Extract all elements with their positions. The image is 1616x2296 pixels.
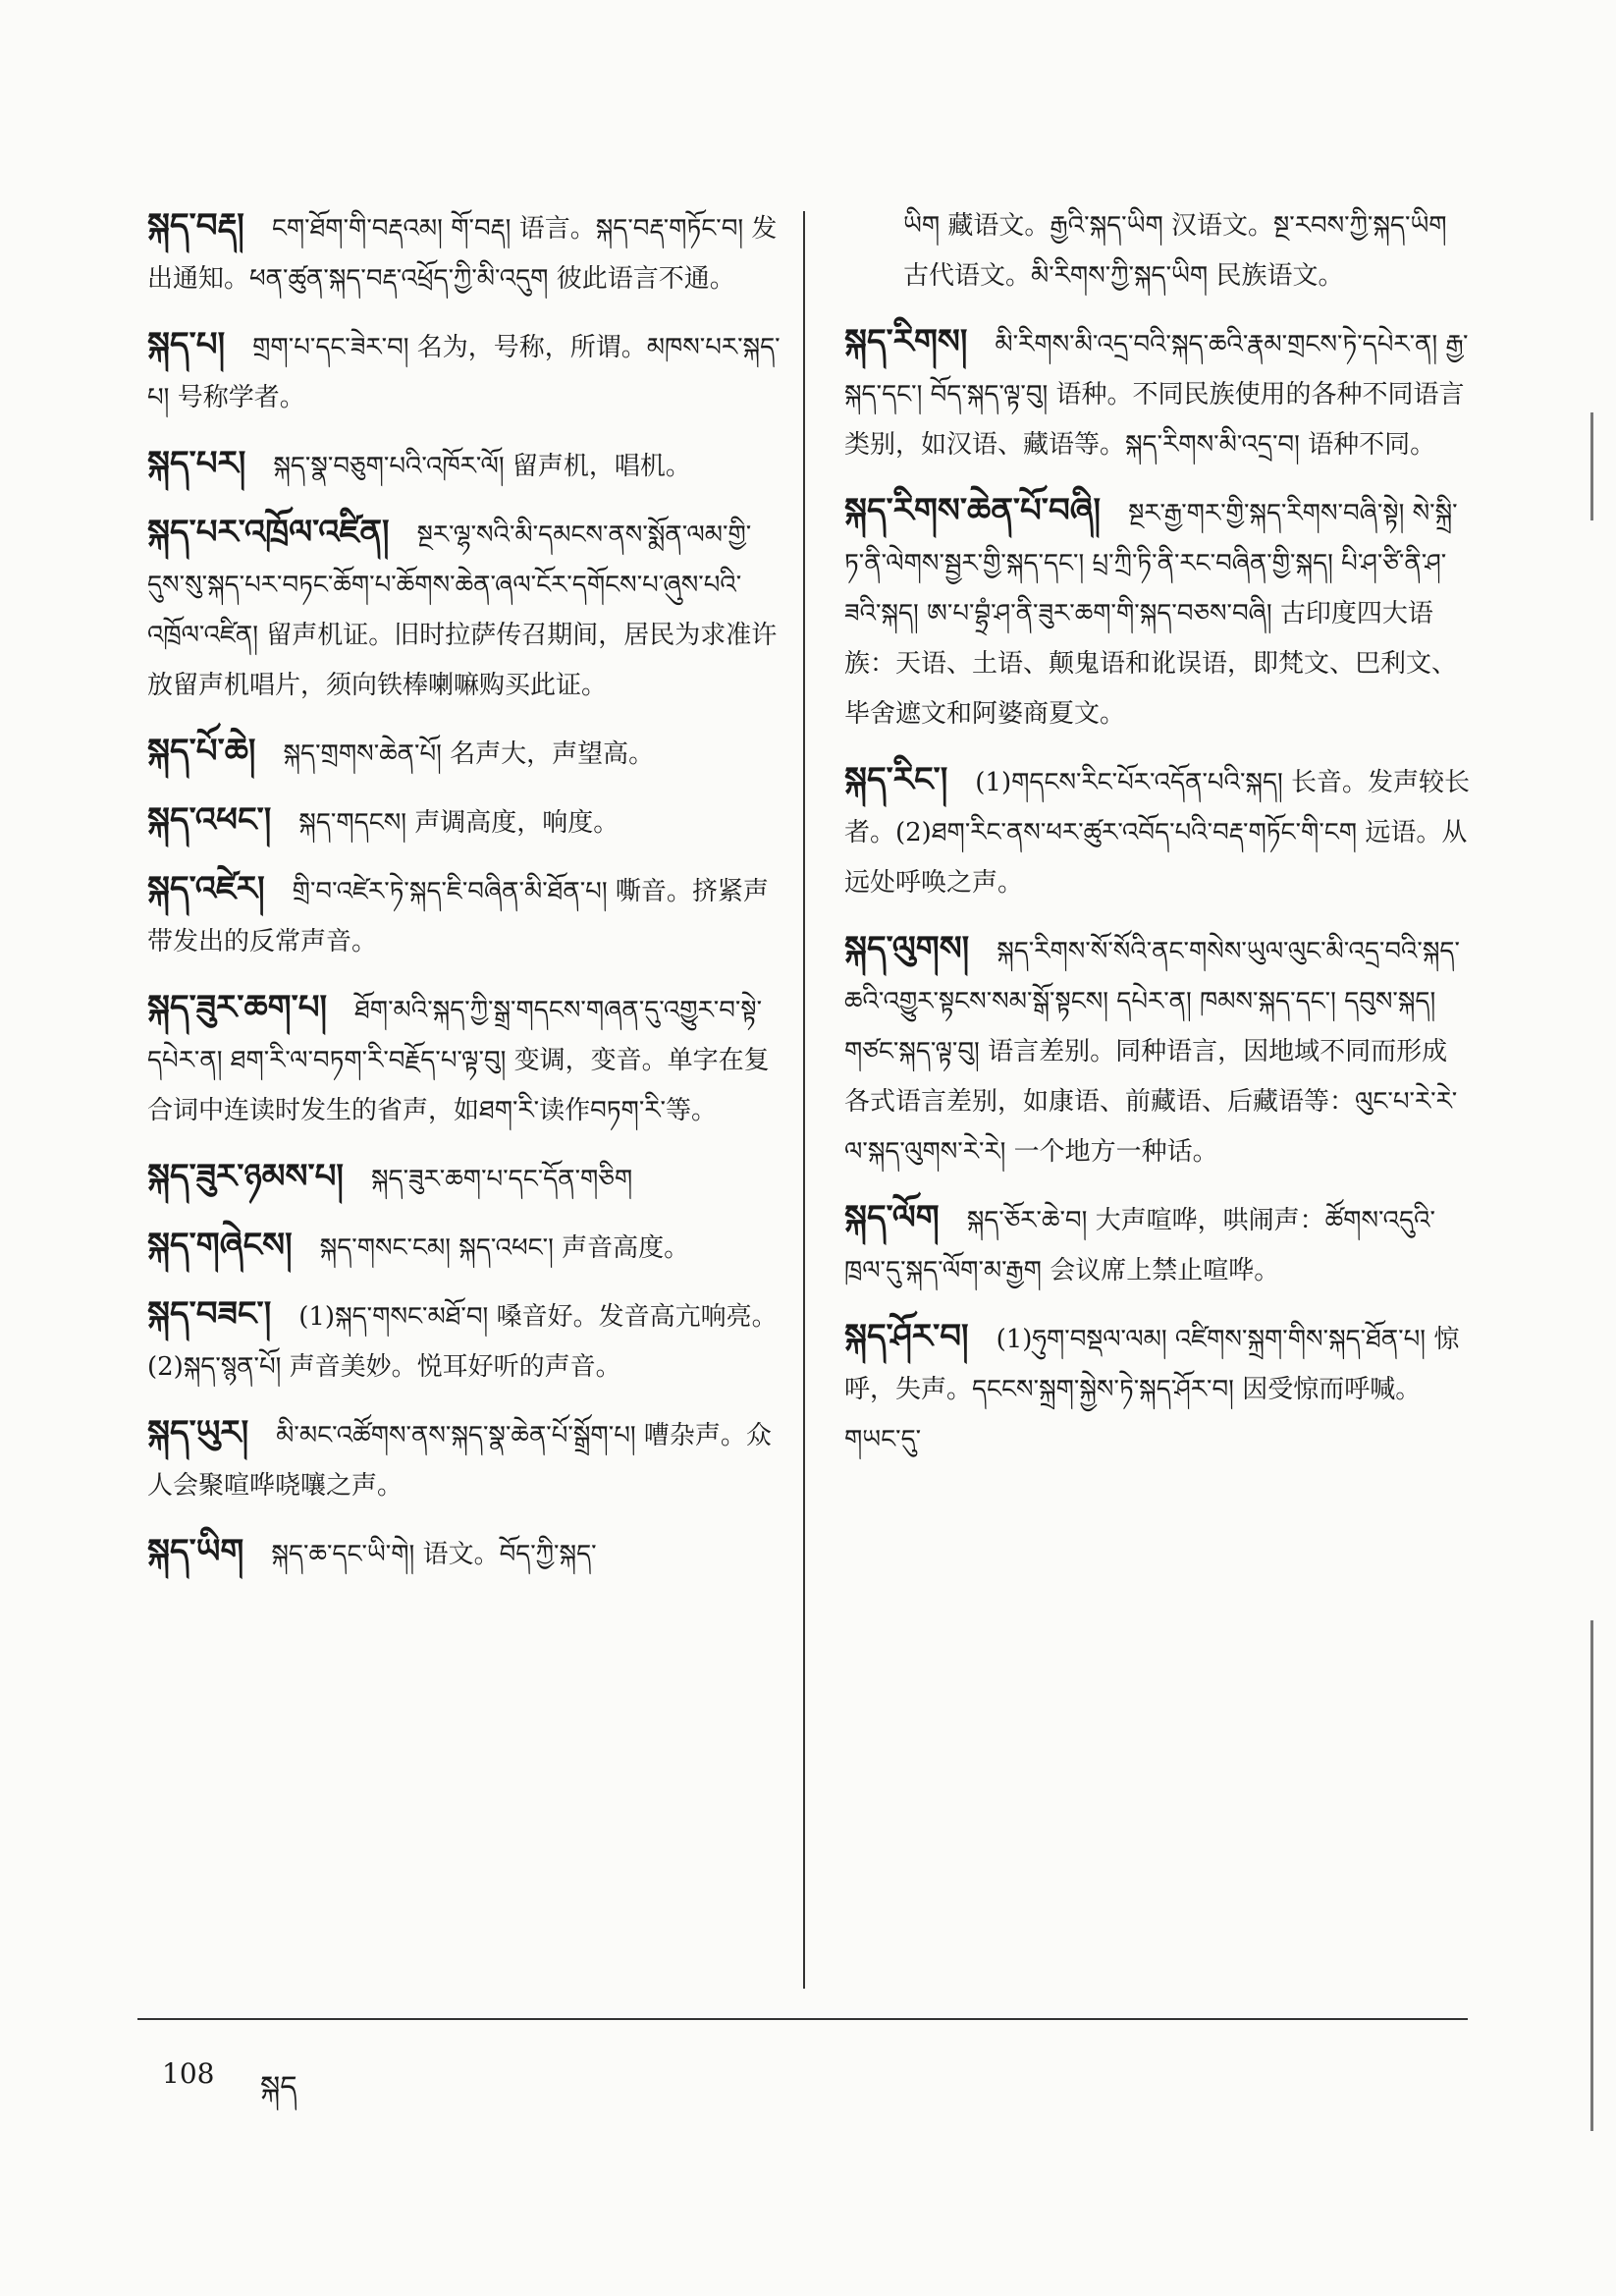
- entry-definition: གྲག་པ་དང་ཟེར་བ། 名为，号称，所谓。མཁས་པར་སྐད་པ། 号称学者。: [147, 333, 781, 412]
- dictionary-entry: [147, 727, 785, 780]
- entry-headword: སྐད་ལོག: [844, 1198, 940, 1237]
- dictionary-entry: [147, 1152, 785, 1205]
- entry-definition: སྐད་ཟུར་ཆག་པ་དང་དོན་གཅིག: [370, 1165, 633, 1194]
- entry-headword: སྐད་ཟུར་ཉམས་པ།: [147, 1157, 344, 1196]
- entry-headword: སྐད་པར་འཁྲོལ་འཛིན།: [147, 513, 390, 552]
- entry-headword: སྐད་པ།: [147, 325, 226, 364]
- entry-definition: མི་མང་འཚོགས་ནས་སྐད་སྣ་ཆེན་པོ་སྒྲོག་པ། 嘈杂声。众人会聚喧哗哓嚷之声。: [147, 1421, 772, 1501]
- dictionary-entry: [147, 201, 785, 304]
- entry-definition: མི་རིགས་མི་འདྲ་བའི་སྐད་ཆའི་རྣམ་གྲངས་ཏེ་དཔེར་ན། རྒྱ་སྐད་དང་། བོད་སྐད་ལྟ་བུ། 语种。不同民族使用的各种不同语言类别，如汉语、藏语等。སྐད་རིགས་མི་འདྲ་བ། 语种不同。: [844, 330, 1469, 460]
- column-divider: [803, 211, 805, 1989]
- footer-rule: [137, 2018, 1468, 2020]
- page-number: 108: [162, 2057, 215, 2090]
- entry-headword: སྐད་འཕང་།: [147, 800, 272, 840]
- right-column: [844, 201, 1473, 1481]
- dictionary-entry: [844, 1193, 1473, 1296]
- entry-definition: (1)གདངས་རིང་པོར་འདོན་པའི་སྐད། 长音。发声较长者。(2)ཐག་རིང་ནས་ཕར་ཚུར་འབོད་པའི་བརྡ་གཏོང་གི་ངག 远语。从远处呼唤之声。: [844, 768, 1471, 898]
- dictionary-entry: [844, 924, 1473, 1177]
- entry-headword: སྐད་ལུགས།: [844, 929, 970, 968]
- dictionary-entry: [147, 439, 785, 492]
- dictionary-entry: [147, 983, 785, 1136]
- dictionary-entry: [147, 795, 785, 848]
- left-column: [147, 201, 785, 1596]
- entry-definition: སྐད་གསང་ངམ། སྐད་འཕང་། 声音高度。: [319, 1233, 690, 1263]
- entry-definition: (1)སྐད་གསང་མཐོ་བ། 嗓音好。发音高亢响亮。(2)སྐད་སྙན་པོ། 声音美妙。悦耳好听的声音。: [147, 1302, 778, 1382]
- entry-definition: སྔར་རྒྱ་གར་གྱི་སྐད་རིགས་བཞི་སྟེ། སེ་སྐྲི་ཏ་ནི་ལེགས་སྦྱར་གྱི་སྐད་དང་། པྲ་ཀྲི་ཏི་ནི་རང་བཞིན་གྱི་སྐད། པི་ཤ་ཙི་ནི་ཤ་ཟའི་སྐད། ཨ་པ་བྷྲཾ་ཤ་ནི་ཟུར་ཆག་གི་སྐད་བཅས་བཞི། 古印度四大语族：天语、土语、颠鬼语和讹误语，即梵文、巴利文、毕舍遮文和阿婆商夏文。: [844, 499, 1458, 729]
- entry-headword: སྐད་གཞེངས།: [147, 1226, 293, 1265]
- entry-definition: སྐད་གྲགས་ཆེན་པོ། 名声大，声望高。: [283, 739, 655, 769]
- entry-headword: སྐད་ཡུར།: [147, 1413, 249, 1452]
- entry-definition: གྲི་བ་འཛེར་ཏེ་སྐད་ཇི་བཞིན་མི་ཐོན་པ། 嘶音。挤紧声带发出的反常声音。: [147, 877, 769, 957]
- entry-headword: སྐད་ཡིག: [147, 1532, 244, 1571]
- entry-headword: སྐད་བརྡ།: [147, 206, 244, 246]
- entry-definition: སྐད་སྣ་བཅུག་པའི་འཁོར་ལོ། 留声机，唱机。: [273, 452, 691, 481]
- entry-headword: སྐད་ཟུར་ཆག་པ།: [147, 988, 328, 1027]
- dictionary-entry: [844, 317, 1473, 470]
- running-head: སྐད: [260, 2070, 297, 2105]
- dictionary-entry: [844, 755, 1473, 908]
- dictionary-entry: [147, 320, 785, 423]
- entry-definition: སྔར་ལྷ་སའི་མི་དམངས་ནས་སྨོན་ལམ་གྱི་དུས་སུ་སྐད་པར་བཏང་ཆོག་པ་ཆོགས་ཆེན་ཞལ་ངོར་དགོངས་པ་ཞུས་པའི་འཁྲོལ་འཛིན། 留声机证。旧时拉萨传召期间，居民为求准许放留声机唱片，须向铁棒喇嘛购买此证。: [147, 520, 778, 700]
- entry-definition: (1)ཧུག་བསྡལ་ལམ། འཛིགས་སྐྲག་གིས་སྐད་ཐོན་པ། 惊呼，失声。དངངས་སྐྲག་སྐྱེས་ཏེ་སྐད་ཤོར་བ། 因受惊而呼喊。གཡང་དུ་: [844, 1325, 1460, 1454]
- entry-headword: སྐད་པོ་ཆེ།: [147, 732, 256, 771]
- entry-headword: སྐད་རིགས་ཆེན་པོ་བཞི།: [844, 491, 1102, 530]
- entry-headword: སྐད་འཛེར།: [147, 869, 265, 908]
- entry-definition: ཐོག་མའི་སྐད་ཀྱི་སྒྲ་གདངས་གཞན་དུ་འགྱུར་བ་སྟེ་དཔེར་ན། ཐག་རི་ལ་བཏག་རི་བརྗོད་པ་ལྟ་བུ། 变调，变音。单字在复合词中连读时发生的省声，如ཐག་རི་读作བཏག་རི་等。: [147, 996, 770, 1125]
- dictionary-entry: [147, 1408, 785, 1511]
- entry-definition: སྐད་ཆ་དང་ཡི་གེ། 语文。བོད་ཀྱི་སྐད་: [271, 1540, 597, 1569]
- dictionary-entry: [147, 1527, 785, 1580]
- entry-definition: སྐད་གདངས། 声调高度，响度。: [298, 808, 619, 838]
- page-edge-mark: [1590, 1620, 1593, 2131]
- dictionary-entry: [147, 1289, 785, 1393]
- entry-headword: སྐད་ཤོར་བ།: [844, 1317, 969, 1356]
- page-edge-mark: [1590, 412, 1593, 520]
- dictionary-entry-continuation: [844, 201, 1473, 301]
- entry-definition: ངག་ཐོག་གི་བརྡའམ། གོ་བརྡ། 语言。སྐད་བརྡ་གཏོང་བ། 发出通知。ཕན་ཚུན་སྐད་བརྡ་འཕྲོད་ཀྱི་མི་འདུག 彼此语言不通。: [147, 214, 778, 294]
- dictionary-entry: [147, 508, 785, 711]
- dictionary-entry: [844, 1312, 1473, 1465]
- entry-definition: སྐད་ཅོར་ཆེ་བ། 大声喧哗，哄闹声：ཚོགས་འདུའི་ཁྲལ་དུ་སྐད་ལོག་མ་རྒྱག 会议席上禁止喧哗。: [844, 1206, 1435, 1285]
- dictionary-entry: [147, 864, 785, 967]
- dictionary-entry: [147, 1221, 785, 1274]
- entry-headword: སྐད་པར།: [147, 444, 246, 483]
- entry-definition: སྐད་རིགས་སོ་སོའི་ནང་གསེས་ཡུལ་ལུང་མི་འདྲ་བའི་སྐད་ཆའི་འགྱུར་སྟངས་སམ་སྒོ་སྟངས། དཔེར་ན། ཁམས་སྐད་དང་། དབུས་སྐད། གཙང་སྐད་ལྟ་བུ། 语言差别。同种语言，因地域不同而形成各式语言差别，如康语、前藏语、后藏语等：ལུང་པ་རེ་རེ་ལ་སྐད་ལུགས་རེ་རེ། 一个地方一种话。: [844, 937, 1460, 1167]
- entry-headword: སྐད་རིང་།: [844, 760, 948, 799]
- dictionary-entry: [844, 486, 1473, 739]
- entry-definition: ཡིག 藏语文。རྒྱའི་སྐད་ཡིག 汉语文。སྔ་རབས་ཀྱི་སྐད་ཡིག 古代语文。མི་རིགས་ཀྱི་སྐད་ཡིག 民族语文。: [903, 211, 1447, 291]
- entry-headword: སྐད་བཟང་།: [147, 1294, 272, 1334]
- entry-headword: སྐད་རིགས།: [844, 322, 968, 361]
